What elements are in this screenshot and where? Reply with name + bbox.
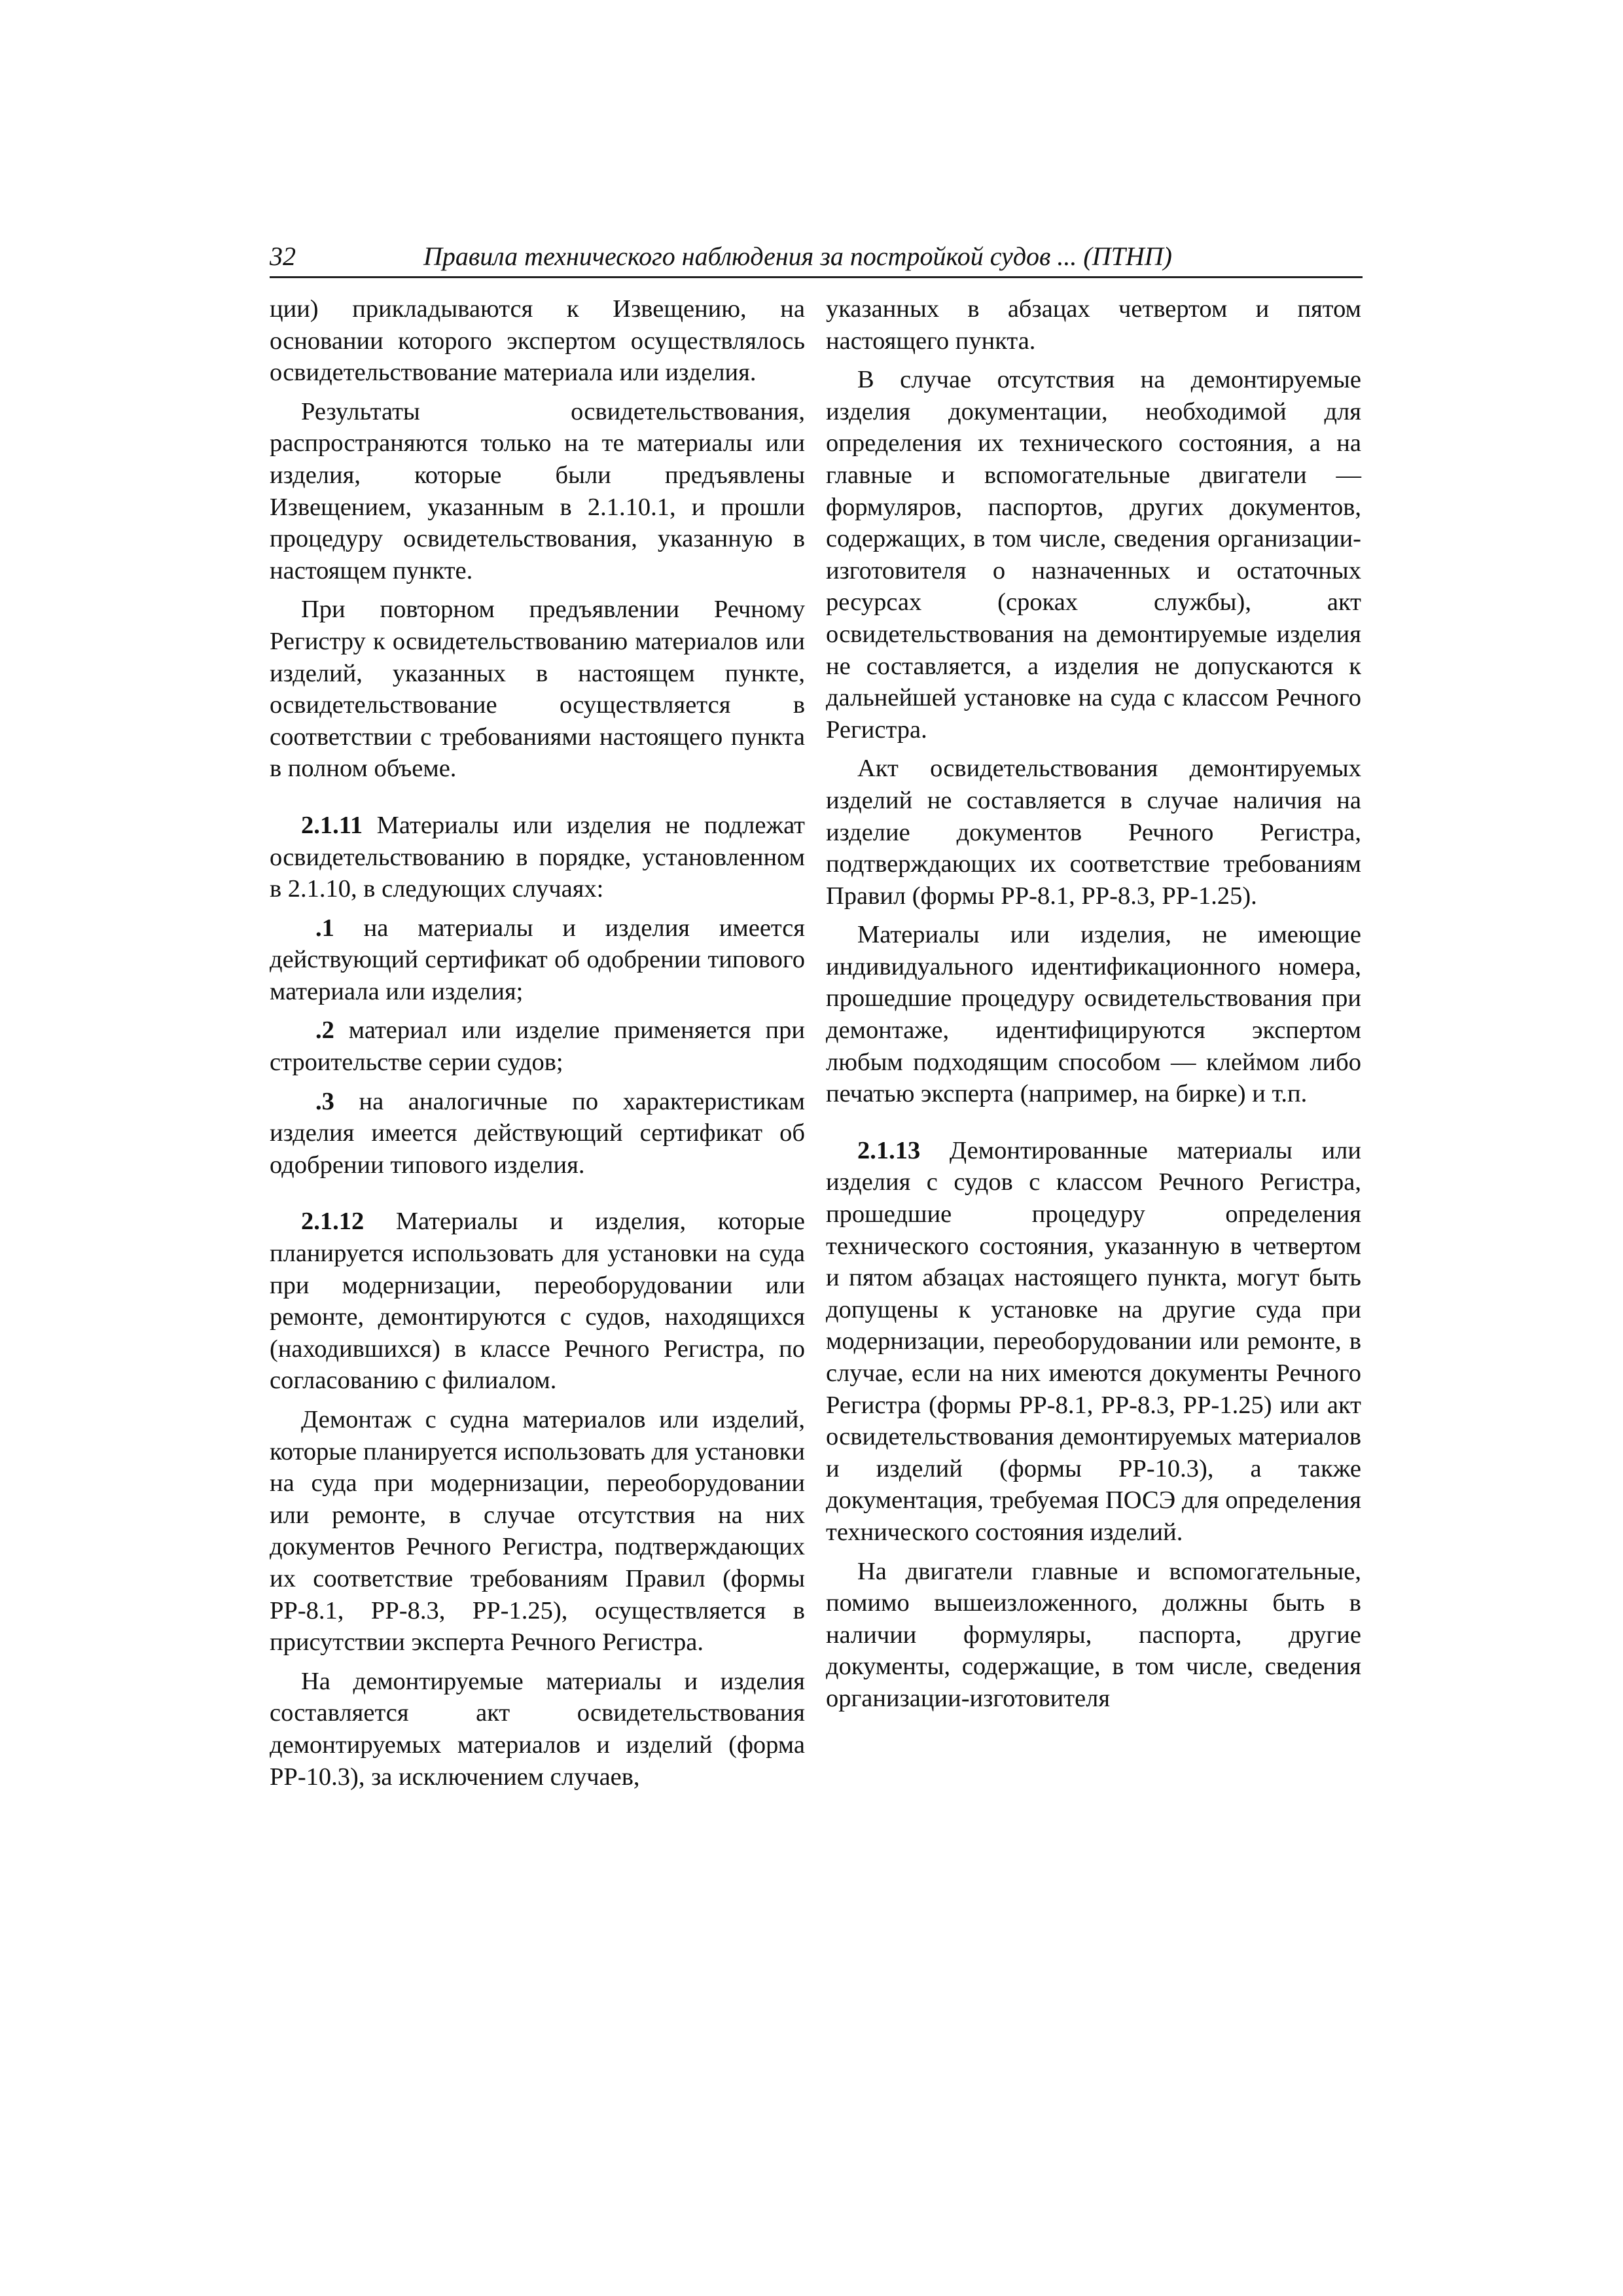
paragraph: При повторном предъявлении Речному Регистру к освидетельствованию материалов или изделий, указанных в настоящем пункте, освидетельствование осуществляется в соответствии с требованиями настоящего пункта в полном объеме. xyxy=(270,596,805,783)
section-number: 2.1.11 xyxy=(301,811,363,839)
paragraph: указанных в абзацах четвертом и пятом настоящего пункта. xyxy=(826,295,1361,355)
section-text: Материалы и изделия, которые планируется использовать для установки на суда при модернизации, переоборудовании или ремонте, демонтируются с судов, находящихся (находившихся) в классе Речного Регистра, по согласованию с филиалом. xyxy=(270,1208,805,1395)
section-2-1-11 xyxy=(270,810,805,905)
page-header xyxy=(270,237,1363,278)
section-number: 2.1.13 xyxy=(857,1136,921,1164)
right-column xyxy=(826,293,1361,1722)
item-text: на материалы и изделия имеется действующий сертификат об одобрении типового материала или изделия; xyxy=(270,914,805,1005)
section-2-1-12 xyxy=(270,1206,805,1397)
paragraph: В случае отсутствия на демонтируемые изделия документации, необходимой для определения их технического состояния, а на главные и вспомогательные двигатели — формуляров, паспортов, других документов, содержащих, в том числе, сведения организации-изготовителя о назначенных и остаточных ресурсах (сроках службы), акт освидетельствования на демонтируемые изделия не составляется, а изделия не допускаются к дальнейшей установке на суда с классом Речного Регистра. xyxy=(826,366,1361,744)
item-text: материал или изделие применяется при строительстве серии судов; xyxy=(270,1016,805,1077)
section-text: Демонтированные материалы или изделия с судов с классом Речного Регистра, прошедшие процедуру определения технического состояния, указанную в четвертом и пятом абзацах настоящего пункта, могут быть допущены к установке на другие суда при модернизации, переоборудовании или ремонте, в случае, если на них имеются документы Речного Регистра (формы РР-8.1, РР-8.3, РР-1.25) или акт освидетельствования демонтируемых материалов и изделий (формы РР-10.3), а также документация, требуемая ПОСЭ для определения технического состояния изделий. xyxy=(826,1136,1361,1546)
item-text: на аналогичные по характеристикам изделия имеется действующий сертификат об одобрении типового изделия. xyxy=(270,1087,805,1179)
left-column xyxy=(270,293,805,1800)
item-number: .3 xyxy=(315,1087,334,1115)
item-number: .2 xyxy=(315,1016,334,1045)
paragraph: Материалы или изделия, не имеющие индивидуального идентификационного номера, прошедшие процедуру освидетельствования при демонтаже, идентифицируются экспертом любым подходящим способом — клеймом либо печатью эксперта (например, на бирке) и т.п. xyxy=(826,921,1361,1108)
paragraph: Результаты освидетельствования, распространяются только на те материалы или изделия, которые были предъявлены Извещением, указанным в 2.1.10.1, и прошли процедуру освидетельствования, указанную в настоящем пункте. xyxy=(270,397,805,584)
section-number: 2.1.12 xyxy=(301,1208,365,1236)
list-item xyxy=(270,1086,805,1181)
list-item xyxy=(270,912,805,1008)
section-text: Материалы или изделия не подлежат освидетельствованию в порядке, установленном в 2.1.10, в следующих случаях: xyxy=(270,811,805,903)
paragraph: Акт освидетельствования демонтируемых изделий не составляется в случае наличия на изделие документов Речного Регистра, подтверждающих их соответствие требованиям Правил (формы РР-8.1, РР-8.3, РР-1.25). xyxy=(826,755,1361,910)
paragraph: На демонтируемые материалы и изделия составляется акт освидетельствования демонтируемых материалов и изделий (форма РР-10.3), за исключением случаев, xyxy=(270,1667,805,1791)
list-item xyxy=(270,1014,805,1078)
running-title: Правила технического наблюдения за постройкой судов ... (ПТНП) xyxy=(423,242,1172,271)
item-number: .1 xyxy=(315,914,334,942)
paragraph: На двигатели главные и вспомогательные, помимо вышеизложенного, должны быть в наличии формуляры, паспорта, другие документы, содержащие, в том числе, сведения организации-изготовителя xyxy=(826,1557,1361,1712)
section-2-1-13 xyxy=(826,1135,1361,1549)
paragraph: Демонтаж с судна материалов или изделий, которые планируется использовать для установки на суда при модернизации, переоборудовании или ремонте, в случае отсутствия на них документов Речного Регистра, подтверждающих их соответствие требованиям Правил (формы РР-8.1, РР-8.3, РР-1.25), осуществляется в присутствии эксперта Речного Регистра. xyxy=(270,1406,805,1657)
paragraph: ции) прикладываются к Извещению, на основании которого экспертом осуществлялось освидетельствование материала или изделия. xyxy=(270,295,805,387)
page-number: 32 xyxy=(270,242,296,271)
